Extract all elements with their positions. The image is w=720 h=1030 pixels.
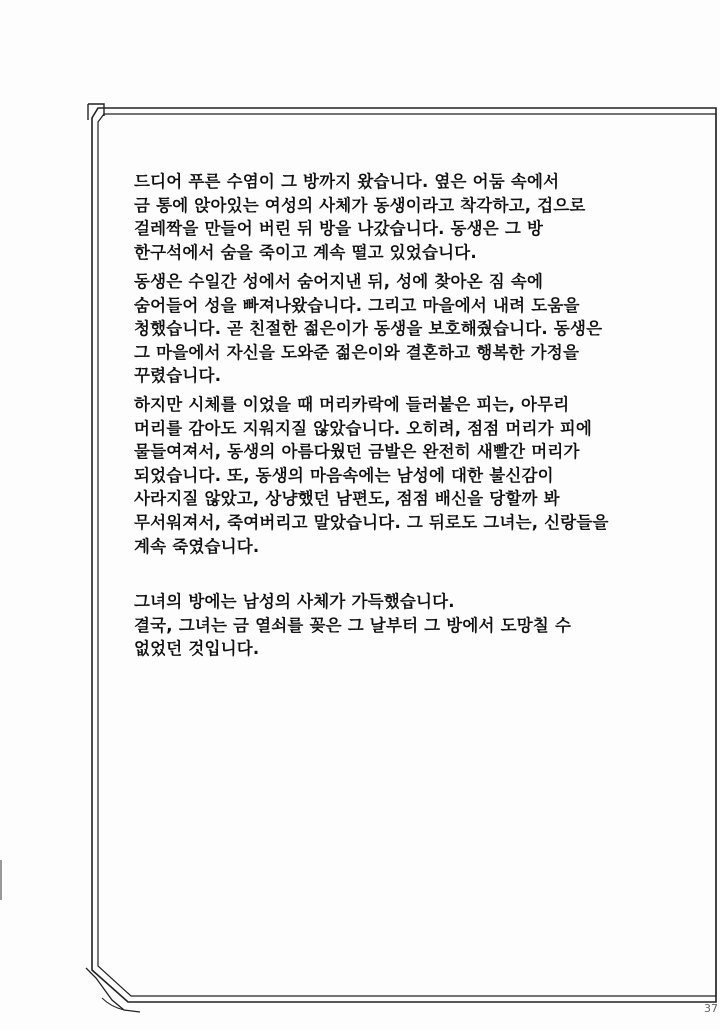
text-line: 되었습니다. 또, 동생의 마음속에는 남성에 대한 불신감이 [134,465,554,485]
text-line: 하지만 시체를 이었을 때 머리카락에 들러붙은 피는, 아무리 [134,395,570,414]
margin-mark [0,860,2,900]
page-number: 37 [704,1002,718,1015]
text-line: 머리를 감아도 지워지질 않았습니다. 오히려, 점점 머리가 피에 [134,418,593,438]
text-line: 사라지질 않았고, 상냥했던 남편도, 점점 배신을 당할까 봐 [134,489,560,509]
text-line: 물들여져서, 동생의 아름다웠던 금발은 완전히 새빨간 머리가 [134,442,580,462]
paragraph-2 [134,270,664,388]
text-line: 꾸렸습니다. [134,366,222,386]
paragraph-3 [134,393,664,558]
text-line: 없었던 것입니다. [134,639,260,659]
text-line: 청했습니다. 곧 친절한 젊은이가 동생을 보호해줬습니다. 동생은 [134,319,603,339]
text-line: 금 통에 앉아있는 여성의 사체가 동생이라고 착각하고, 겁으로 [134,195,586,215]
text-line: 숨어들어 성을 빠져나왔습니다. 그리고 마을에서 내려 도움을 [134,295,580,315]
text-line: 계속 죽였습니다. [134,536,260,556]
text-line: 한구석에서 숨을 죽이고 계속 떨고 있었습니다. [134,242,477,262]
text-line: 그녀의 방에는 남성의 사체가 가득했습니다. [134,592,455,611]
paragraph-4 [134,590,664,661]
paragraph-1 [134,170,664,264]
text-line: 결국, 그녀는 금 열쇠를 꽂은 그 날부터 그 방에서 도망칠 수 [134,615,572,635]
text-line: 무서워져서, 죽여버리고 말았습니다. 그 뒤로도 그녀는, 신랑들을 [134,512,609,532]
text-line: 걸레짝을 만들어 버린 뒤 방을 나갔습니다. 동생은 그 방 [134,219,544,239]
text-line: 동생은 수일간 성에서 숨어지낸 뒤, 성에 찾아온 짐 속에 [134,272,544,291]
text-line: 그 마을에서 자신을 도와준 젊은이와 결혼하고 행복한 가정을 [134,342,580,362]
text-line: 드디어 푸른 수염이 그 방까지 왔습니다. 옆은 어둠 속에서 [134,172,560,191]
